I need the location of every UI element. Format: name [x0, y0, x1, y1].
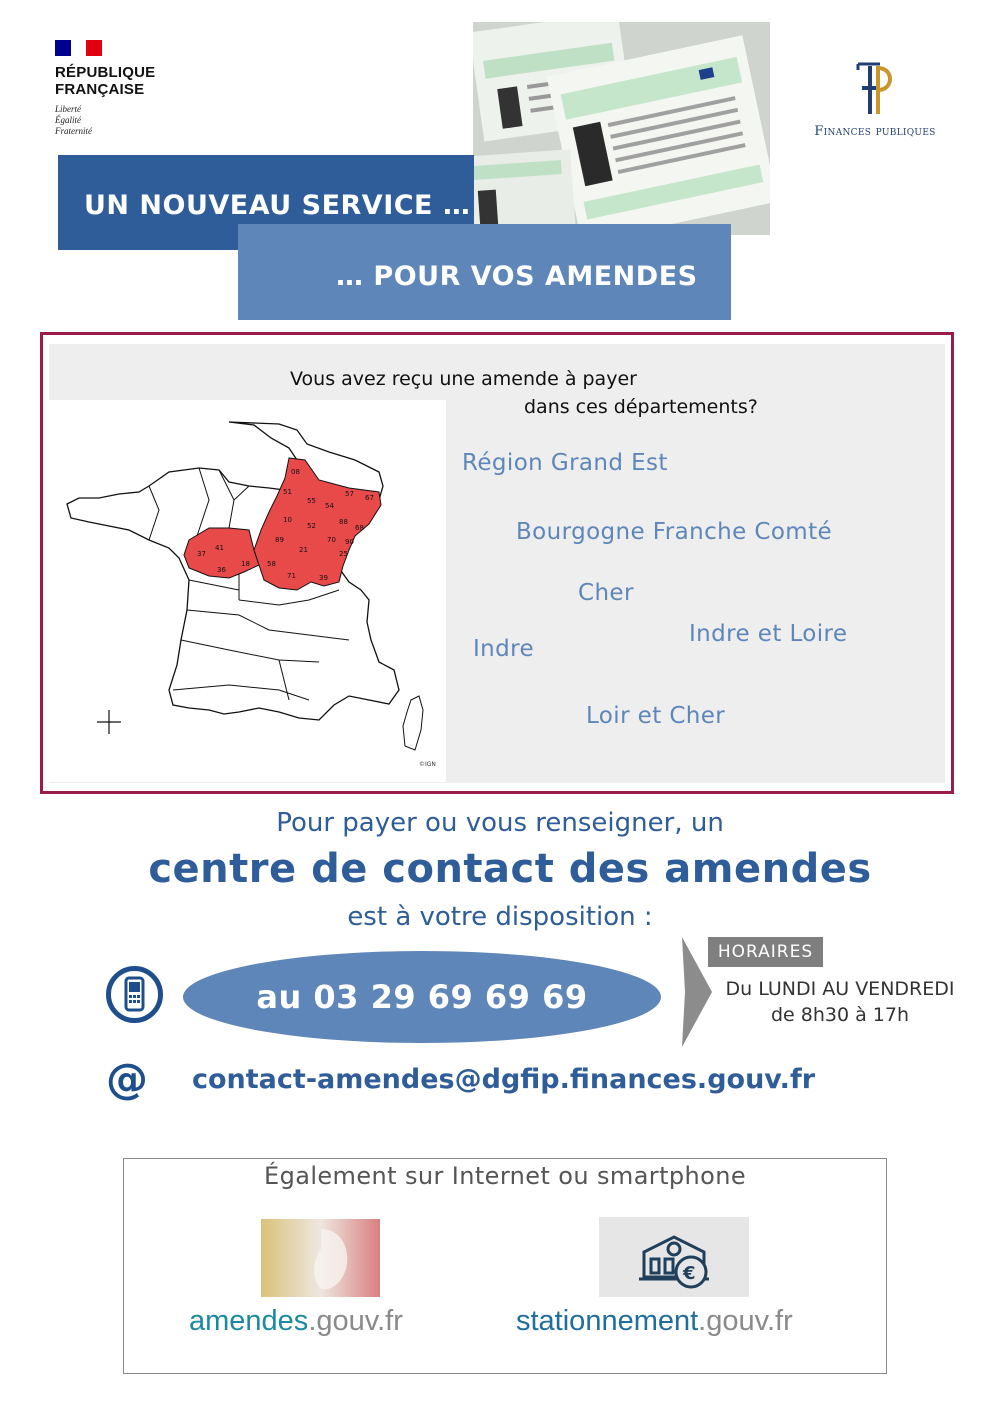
amendes-gouv-link[interactable] [189, 1305, 403, 1338]
map-number: 25 [339, 550, 348, 558]
map-number: 52 [307, 522, 316, 530]
rf-motto-2: Égalité [55, 115, 81, 125]
contact-line3: est à votre disposition : [347, 902, 653, 932]
mobile-phone-icon [106, 966, 163, 1023]
compass-icon [97, 710, 121, 734]
map-number: 21 [299, 546, 308, 554]
map-number: 39 [319, 574, 328, 582]
banner-new-service: UN NOUVEAU SERVICE … [58, 155, 474, 250]
rf-motto-1: Liberté [55, 104, 81, 114]
map-number: 08 [291, 468, 300, 476]
map-number: 67 [365, 494, 374, 502]
map-number: 90 [345, 538, 354, 546]
map-number: 70 [327, 536, 336, 544]
question-line1: Vous avez reçu une amende à payer [290, 368, 637, 390]
map-number: 41 [215, 544, 224, 552]
map-number: 36 [217, 566, 226, 574]
svg-text:€: € [683, 1263, 696, 1284]
fp-monogram-icon [850, 60, 900, 118]
dept-cher: Cher [578, 580, 634, 606]
map-number: 18 [241, 560, 250, 568]
hours-time: de 8h30 à 17h [770, 1004, 910, 1026]
hours-badge: HORAIRES [708, 937, 823, 967]
rf-motto-3: Fraternité [55, 126, 92, 136]
republique-francaise-logo [55, 40, 215, 137]
amendes-domain: amendes [189, 1305, 309, 1337]
finances-publiques-logo [790, 60, 960, 139]
banner-fines: … POUR VOS AMENDES [238, 224, 731, 320]
stationnement-domain: stationnement [516, 1305, 699, 1337]
dept-loir-et-cher: Loir et Cher [586, 703, 726, 729]
map-number: 10 [283, 516, 292, 524]
contact-centre-title: centre de contact des amendes [148, 846, 872, 892]
france-map [49, 400, 446, 782]
map-number: 55 [307, 497, 316, 505]
finances-publiques-label: Finances publiques [814, 124, 936, 139]
dept-indre: Indre [473, 636, 535, 662]
stationnement-logo-image [599, 1217, 749, 1297]
dept-grand-est: Région Grand Est [462, 450, 668, 476]
rf-title-line2: FRANÇAISE [55, 81, 145, 98]
map-number: 57 [345, 490, 354, 498]
map-number: 68 [355, 524, 364, 532]
at-sign-icon: @ [106, 1054, 148, 1103]
amendes-logo-image [261, 1219, 380, 1297]
internet-frame [123, 1158, 887, 1374]
map-number: 58 [267, 560, 276, 568]
phone-number[interactable]: au 03 29 69 69 69 [183, 951, 661, 1043]
map-number: 37 [197, 550, 206, 558]
map-number: 71 [287, 572, 296, 580]
amendes-suffix: .gouv.fr [308, 1305, 403, 1337]
map-number: 88 [339, 518, 348, 526]
stationnement-gouv-link[interactable] [516, 1305, 793, 1338]
map-credit: ©IGN [419, 761, 436, 768]
internet-title: Également sur Internet ou smartphone [264, 1162, 746, 1190]
contact-email-link[interactable]: contact-amendes@dgfip.finances.gouv.fr [192, 1064, 816, 1095]
map-number: 51 [283, 488, 292, 496]
stationnement-suffix: .gouv.fr [698, 1305, 793, 1337]
marianne-flag-icon [55, 40, 102, 56]
contact-line1: Pour payer ou vous renseigner, un [276, 808, 724, 838]
map-number: 54 [325, 502, 334, 510]
fine-notices-photo [473, 22, 770, 235]
question-line2: dans ces départements? [524, 396, 758, 418]
rf-title-line1: RÉPUBLIQUE [55, 64, 156, 81]
dept-indre-et-loire: Indre et Loire [689, 621, 848, 647]
dept-bourgogne: Bourgogne Franche Comté [516, 519, 833, 545]
hours-days: Du LUNDI AU VENDREDI [725, 978, 955, 1000]
map-number: 89 [275, 536, 284, 544]
